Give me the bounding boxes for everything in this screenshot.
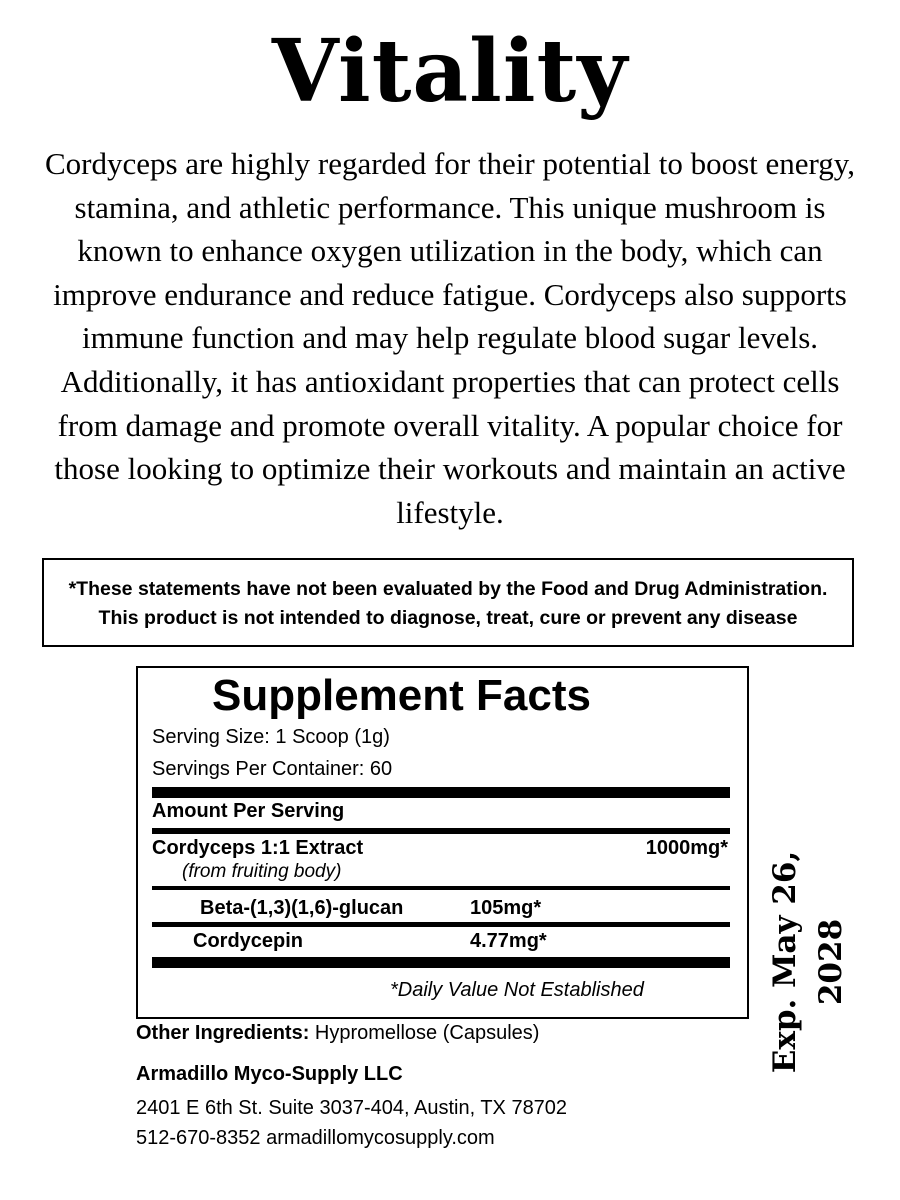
- thick-divider: [152, 957, 730, 968]
- ingredient-amount: 1000mg*: [645, 837, 728, 859]
- company-address: 2401 E 6th St. Suite 3037-404, Austin, TX 78702: [136, 1097, 568, 1119]
- servings-per-container: Servings Per Container: 60: [152, 758, 393, 780]
- thin-divider: [152, 886, 730, 890]
- thick-divider: [152, 787, 730, 798]
- daily-value-footnote: *Daily Value Not Established: [390, 979, 644, 1001]
- serving-size: Serving Size: 1 Scoop (1g): [152, 726, 390, 748]
- thin-divider: [152, 922, 730, 927]
- expiration-line-1: Exp. May 26,: [767, 850, 803, 1074]
- fda-disclaimer-box: [42, 558, 854, 647]
- product-description: Cordyceps are highly regarded for their potential to boost energy, stamina, and athletic performance. This unique mushroom is known to enhance oxygen utilization in the body, which can improve endurance and reduce fatigue. Cordyceps also supports immune function and may help regulate blood sugar levels. Additionally, it has antioxidant properties that can protect cells from damage and promote overall vitality. A popular choice for those looking to optimize their workouts and maintain an active lifestyle.: [44, 146, 856, 530]
- fda-disclaimer-text: *These statements have not been evaluated by the Food and Drug Administration. This product is not intended to diagnose, treat, cure or prevent any disease: [68, 577, 828, 629]
- sub-ingredient-amount: 105mg*: [470, 897, 542, 919]
- supplement-facts-heading: Supplement Facts: [212, 671, 591, 720]
- medium-divider: [152, 828, 730, 834]
- company-name: Armadillo Myco-Supply LLC: [136, 1063, 403, 1085]
- ingredient-name: Cordyceps 1:1 Extract: [152, 837, 364, 859]
- other-ingredients: [136, 1020, 539, 1046]
- company-contact: 512-670-8352 armadillomycosupply.com: [136, 1127, 495, 1149]
- sub-ingredient-name: Beta-(1,3)(1,6)-glucan: [200, 897, 404, 919]
- sub-ingredient-name: Cordycepin: [193, 930, 304, 952]
- other-ingredients-value: Hypromellose (Capsules): [309, 1022, 540, 1044]
- product-title: Vitality: [271, 21, 629, 122]
- amount-per-serving-label: Amount Per Serving: [152, 800, 345, 822]
- sub-ingredient-amount: 4.77mg*: [470, 930, 547, 952]
- other-ingredients-label: Other Ingredients:: [136, 1022, 310, 1044]
- supplement-facts-panel: [136, 666, 749, 1019]
- expiration-line-2: 2028: [813, 918, 849, 1006]
- ingredient-source: (from fruiting body): [182, 861, 342, 882]
